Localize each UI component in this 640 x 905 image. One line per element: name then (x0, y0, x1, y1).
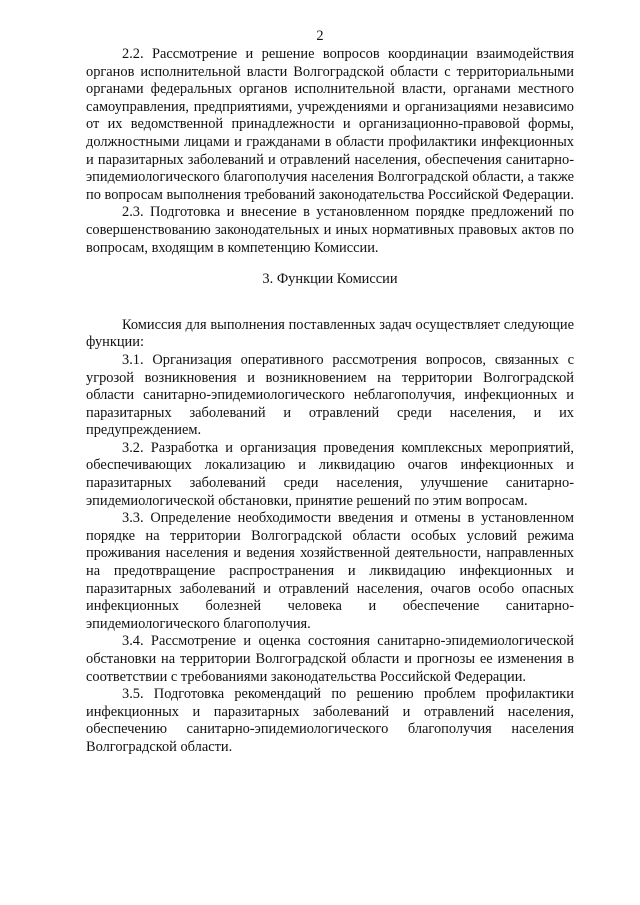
paragraph-3-2: 3.2. Разработка и организация проведения комплексных мероприятий, обеспечивающих локализацию и ликвидацию очагов инфекционных и паразитарных заболеваний среди населения, улучшение санитарно-эпидемиологической обстановки, принятие решений по этим вопросам. (86, 439, 574, 509)
paragraph-3-1: 3.1. Организация оперативного рассмотрения вопросов, связанных с угрозой возникновения и возникновением на территории Волгоградской области санитарно-эпидемиологического неблагополучия, инфекционных и паразитарных заболеваний и отравлений среди населения, и их предупреждением. (86, 351, 574, 439)
section-heading: 3. Функции Комиссии (262, 271, 398, 288)
paragraph-2-2: 2.2. Рассмотрение и решение вопросов координации взаимодействия органов исполнительной власти Волгоградской области с территориальными органами федеральных органов исполнительной власти, органами местного самоуправления, предприятиями, учреждениями и организациями независимо от их ведомственной принадлежности и организационно-правовой формы, должностными лицами и гражданами в области профилактики инфекционных и паразитарных заболеваний и отравлений населения, обеспечения санитарно-эпидемиологического благополучия населения Волгоградской области, а также по вопросам выполнения требований законодательства Российской Федерации. (86, 46, 574, 203)
paragraph-functions-intro: Комиссия для выполнения поставленных задач осуществляет следующие функции: (86, 316, 574, 351)
document-body (86, 46, 574, 757)
paragraph-2-3: 2.3. Подготовка и внесение в установленном порядке предложений по совершенствованию законодательных и иных нормативных правовых актов по вопросам, входящим в компетенцию Комиссии. (86, 204, 574, 256)
paragraph-3-4: 3.4. Рассмотрение и оценка состояния санитарно-эпидемиологической обстановки на территории Волгоградской области и прогнозы ее изменения в соответствии с требованиями законодательства Российской Федерации. (86, 633, 574, 685)
page-number: 2 (316, 28, 324, 44)
paragraph-3-3: 3.3. Определение необходимости введения и отмены в установленном порядке на территории Волгоградской области особых условий режима проживания населения и ведения хозяйственной деятельности, направленных на предотвращение распространения и ликвидацию инфекционных и паразитарных заболеваний и отравлений населения, очагов особо опасных инфекционных болезней человека и обеспечение санитарно-эпидемиологического благополучия. (86, 510, 574, 632)
paragraph-3-5: 3.5. Подготовка рекомендаций по решению проблем профилактики инфекционных и паразитарных заболеваний и отравлений населения, обеспечению санитарно-эпидемиологического благополучия населения Волгоградской области. (86, 686, 574, 755)
